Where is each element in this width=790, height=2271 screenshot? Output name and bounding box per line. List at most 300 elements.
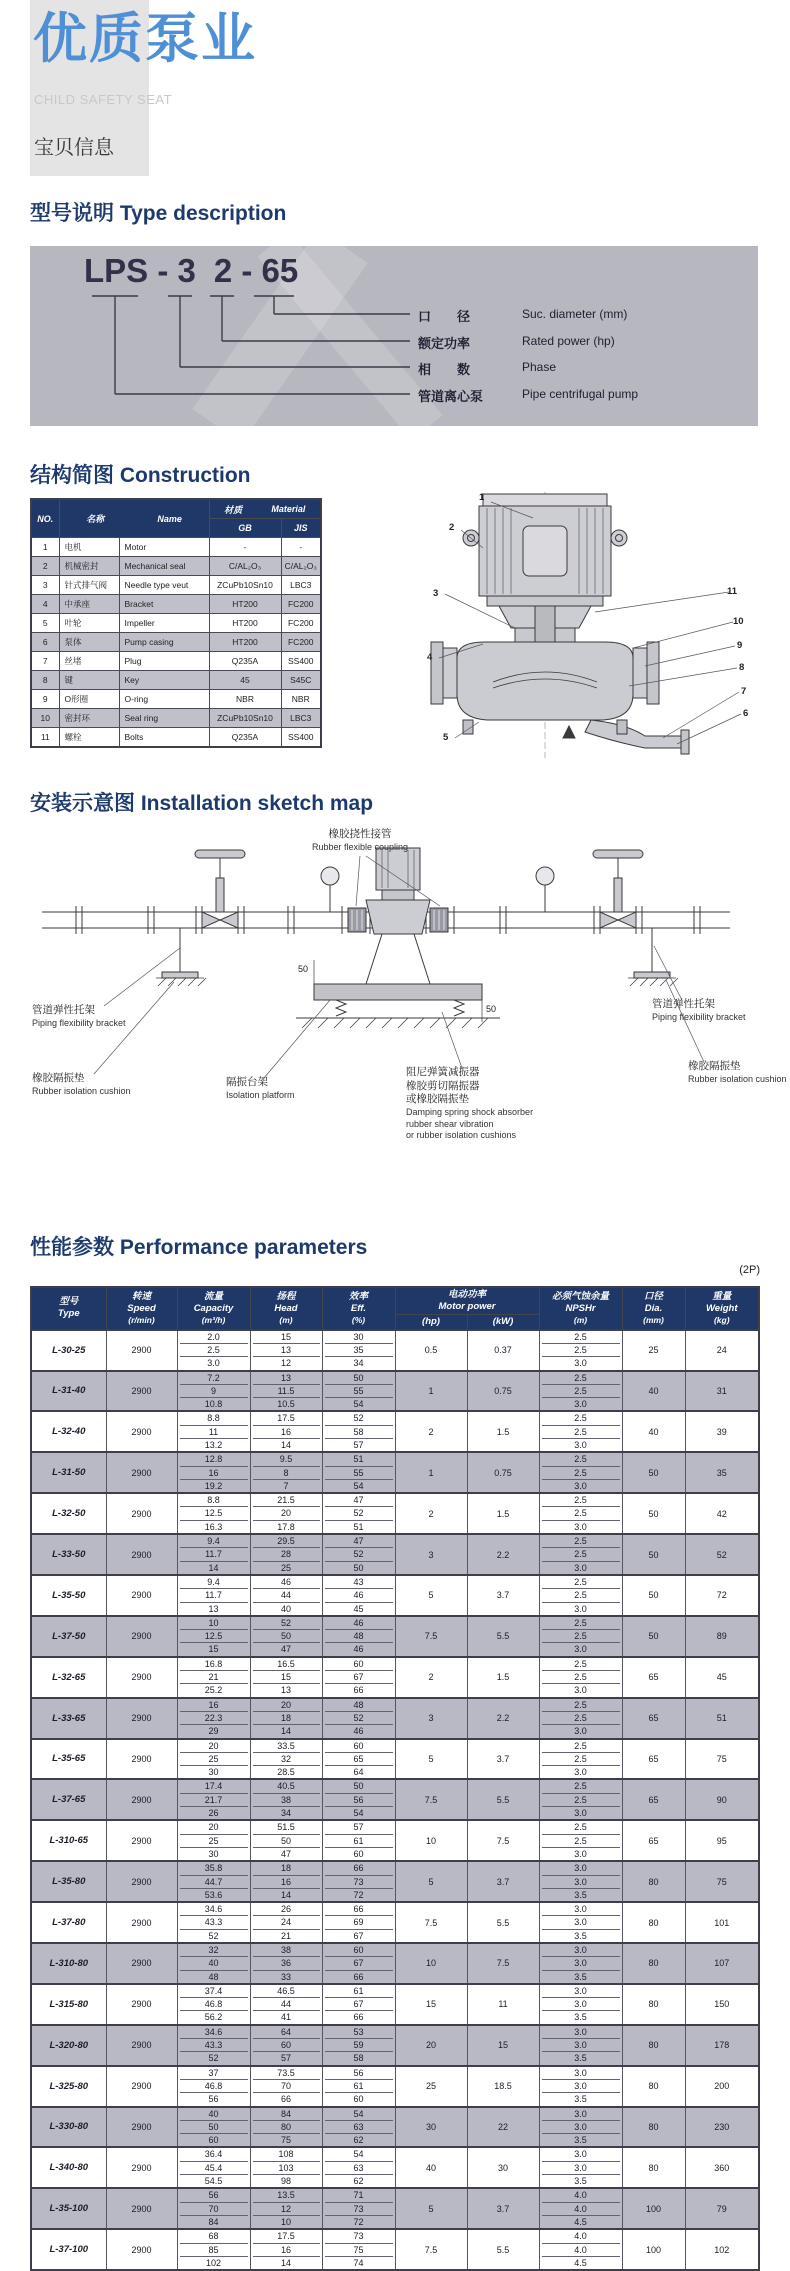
table-cell: 64 60 57: [250, 2025, 322, 2066]
label-en: Piping flexibility bracket: [32, 1017, 126, 1028]
table-cell: L-35-50: [31, 1575, 106, 1616]
table-cell: 22: [467, 2107, 539, 2148]
col-header-material-zh: 材质: [224, 504, 243, 515]
pump-callout: 9: [737, 640, 743, 651]
table-row: [31, 671, 321, 690]
pump-callout: 7: [741, 686, 747, 697]
type-label-pump-en: Pipe centrifugal pump: [522, 387, 639, 401]
table-cell: 9.4 11.7 13: [177, 1575, 250, 1616]
table-cell: L-35-100: [31, 2188, 106, 2229]
table-cell: 4.0 4.0 4.5: [539, 2188, 622, 2229]
table-row: [31, 1739, 759, 1780]
table-cell: C/AL₂O₃: [209, 557, 281, 576]
table-cell: 50: [622, 1616, 685, 1657]
table-cell: 39: [685, 1411, 759, 1452]
label-zh: 管道弹性托架: [32, 1004, 95, 1016]
col-header-kw: (kW): [467, 1314, 539, 1329]
table-cell: 24: [685, 1330, 759, 1371]
table-row: [31, 1984, 759, 2025]
table-cell: S45C: [281, 671, 321, 690]
table-cell: NBR: [281, 690, 321, 709]
table-cell: ZCuPb10Sn10: [209, 709, 281, 728]
table-cell: 29.5 28 25: [250, 1534, 322, 1575]
table-cell: 80: [622, 2107, 685, 2148]
col-header-material: [209, 499, 321, 519]
table-cell: 200: [685, 2066, 759, 2107]
label-zh: 橡胶剪切隔振器: [406, 1079, 480, 1092]
table-cell: Impeller: [119, 614, 209, 633]
table-row: [31, 1575, 759, 1616]
table-cell: 32 40 48: [177, 1943, 250, 1984]
table-cell: 17.5 16 14: [250, 2229, 322, 2270]
table-cell: L-31-40: [31, 1371, 106, 1412]
table-cell: 泵体: [59, 633, 119, 652]
table-cell: 15 13 12: [250, 1330, 322, 1371]
table-cell: 0.5: [395, 1330, 467, 1371]
table-cell: FC200: [281, 633, 321, 652]
table-cell: 7.5: [395, 1902, 467, 1943]
table-cell: 3: [31, 576, 59, 595]
table-cell: L-32-50: [31, 1493, 106, 1534]
table-cell: 20 25 30: [177, 1739, 250, 1780]
table-row: [31, 1902, 759, 1943]
table-cell: L-35-65: [31, 1739, 106, 1780]
table-cell: 2900: [106, 1616, 177, 1657]
col-header-npshr: 必须气蚀余量 NPSHr (m): [539, 1287, 622, 1330]
table-cell: 52 58 57: [322, 1411, 395, 1452]
table-cell: 56 61 60: [322, 2066, 395, 2107]
table-cell: 2900: [106, 1739, 177, 1780]
table-cell: 密封环: [59, 709, 119, 728]
table-cell: 31: [685, 1371, 759, 1412]
table-cell: 7.2 9 10.8: [177, 1371, 250, 1412]
col-header-capacity: 流量 Capacity (m³/h): [177, 1287, 250, 1330]
table-cell: 17.5 16 14: [250, 1411, 322, 1452]
type-label-diameter-en: Suc. diameter (mm): [522, 307, 628, 321]
table-row: [31, 1616, 759, 1657]
table-row: [31, 2107, 759, 2148]
table-cell: 2900: [106, 2066, 177, 2107]
label-damping-absorber: [406, 1066, 533, 1142]
table-cell: 3: [395, 1698, 467, 1739]
pump-callout: 5: [443, 732, 449, 743]
table-cell: 80: [622, 1902, 685, 1943]
table-cell: Q235A: [209, 728, 281, 748]
table-cell: 10: [395, 1820, 467, 1861]
table-cell: L-32-40: [31, 1411, 106, 1452]
table-cell: 2.5 2.5 3.0: [539, 1575, 622, 1616]
table-cell: 2.2: [467, 1698, 539, 1739]
table-cell: 5.5: [467, 1616, 539, 1657]
label-piping-bracket-right: [652, 998, 746, 1023]
table-cell: 2: [395, 1657, 467, 1698]
table-row: [31, 614, 321, 633]
section-heading-performance: 性能参数 Performance parameters: [30, 1236, 368, 1259]
table-cell: Bracket: [119, 595, 209, 614]
table-cell: 65: [622, 1779, 685, 1820]
table-cell: 2900: [106, 1902, 177, 1943]
table-cell: 2.5 2.5 3.0: [539, 1820, 622, 1861]
label-en: Rubber isolation cushion: [32, 1085, 131, 1096]
table-cell: 40 50 60: [177, 2107, 250, 2148]
table-cell: 5.5: [467, 1779, 539, 1820]
table-cell: 48 52 46: [322, 1698, 395, 1739]
table-cell: 26 24 21: [250, 1902, 322, 1943]
table-cell: 21.5 20 17.8: [250, 1493, 322, 1534]
table-cell: 2900: [106, 1411, 177, 1452]
table-cell: 56 70 84: [177, 2188, 250, 2229]
table-cell: Q235A: [209, 652, 281, 671]
table-cell: HT200: [209, 595, 281, 614]
table-cell: 7.5: [395, 2229, 467, 2270]
table-row: [31, 576, 321, 595]
table-cell: 71 73 72: [322, 2188, 395, 2229]
table-cell: 13.5 12 10: [250, 2188, 322, 2229]
table-cell: Bolts: [119, 728, 209, 748]
table-cell: 16.8 21 25.2: [177, 1657, 250, 1698]
col-header-speed: 转速 Speed (r/min): [106, 1287, 177, 1330]
table-cell: 80: [622, 1943, 685, 1984]
table-cell: 11: [467, 1984, 539, 2025]
type-label-phase-zh: 相 数: [418, 362, 471, 377]
table-row: [31, 1779, 759, 1820]
table-cell: 20 25 30: [177, 1820, 250, 1861]
label-en: Isolation platform: [226, 1089, 295, 1100]
table-cell: 46 48 46: [322, 1616, 395, 1657]
table-cell: 6: [31, 633, 59, 652]
col-header-motor-power: 电动功率 Motor power: [395, 1287, 539, 1314]
table-cell: 107: [685, 1943, 759, 1984]
table-cell: 65: [622, 1657, 685, 1698]
table-cell: 61 67 66: [322, 1984, 395, 2025]
baby-info-label: 宝贝信息: [34, 137, 114, 159]
col-header-eff: 效率 Eff. (%): [322, 1287, 395, 1330]
table-row: [31, 2147, 759, 2188]
table-cell: 18 16 14: [250, 1861, 322, 1902]
pump-callout: 4: [427, 652, 433, 663]
table-cell: 101: [685, 1902, 759, 1943]
type-label-power-en: Rated power (hp): [522, 334, 615, 348]
table-cell: 80: [622, 2147, 685, 2188]
label-zh: 管道弹性托架: [652, 998, 715, 1010]
table-cell: 50: [622, 1493, 685, 1534]
table-cell: 50: [622, 1452, 685, 1493]
table-cell: 18.5: [467, 2066, 539, 2107]
table-cell: L-31-50: [31, 1452, 106, 1493]
table-cell: 8.8 11 13.2: [177, 1411, 250, 1452]
table-cell: 51.5 50 47: [250, 1820, 322, 1861]
table-cell: 79: [685, 2188, 759, 2229]
table-cell: 30: [395, 2107, 467, 2148]
table-cell: 2900: [106, 1779, 177, 1820]
table-cell: L-340-80: [31, 2147, 106, 2188]
table-cell: LBC3: [281, 576, 321, 595]
table-cell: 2900: [106, 1698, 177, 1739]
model-code-left: LPS - 3: [84, 252, 196, 289]
table-row: [31, 2066, 759, 2107]
table-cell: 30: [467, 2147, 539, 2188]
table-cell: 80: [622, 2025, 685, 2066]
table-row: [31, 1371, 759, 1412]
table-cell: 45: [685, 1657, 759, 1698]
table-cell: 2.5 2.5 3.0: [539, 1616, 622, 1657]
table-cell: 1: [395, 1452, 467, 1493]
table-cell: 2.5 2.5 3.0: [539, 1411, 622, 1452]
table-cell: 37 46.8 56: [177, 2066, 250, 2107]
label-zh: 橡胶挠性接管: [328, 828, 392, 840]
table-cell: 2: [395, 1493, 467, 1534]
table-cell: L-330-80: [31, 2107, 106, 2148]
table-cell: 72: [685, 1575, 759, 1616]
table-cell: 10 12.5 15: [177, 1616, 250, 1657]
table-cell: 34.6 43.3 52: [177, 1902, 250, 1943]
table-cell: 100: [622, 2229, 685, 2270]
table-cell: 2.5 2.5 3.0: [539, 1698, 622, 1739]
table-cell: 9.5 8 7: [250, 1452, 322, 1493]
table-cell: Seal ring: [119, 709, 209, 728]
table-row: [31, 709, 321, 728]
table-cell: 8.8 12.5 16.3: [177, 1493, 250, 1534]
table-cell: 84 80 75: [250, 2107, 322, 2148]
table-cell: 40: [622, 1371, 685, 1412]
table-cell: 40: [395, 2147, 467, 2188]
table-cell: 230: [685, 2107, 759, 2148]
label-zh: 隔振台架: [226, 1076, 268, 1088]
col-header-type: 型号 Type: [31, 1287, 106, 1330]
table-cell: 2.5 2.5 3.0: [539, 1657, 622, 1698]
col-header-dia: 口径 Dia. (mm): [622, 1287, 685, 1330]
table-cell: 2.2: [467, 1534, 539, 1575]
table-cell: 2900: [106, 1820, 177, 1861]
table-row: [31, 1493, 759, 1534]
table-cell: 43 46 45: [322, 1575, 395, 1616]
table-row: [31, 557, 321, 576]
col-header-name-zh: 名称: [86, 514, 105, 524]
table-row: [31, 595, 321, 614]
table-cell: L-30-25: [31, 1330, 106, 1371]
table-cell: 7.5: [395, 1779, 467, 1820]
table-cell: 51: [685, 1698, 759, 1739]
table-cell: 8: [31, 671, 59, 690]
table-cell: 60 65 64: [322, 1739, 395, 1780]
table-cell: 73 75 74: [322, 2229, 395, 2270]
table-row: [31, 1534, 759, 1575]
table-cell: 30 35 34: [322, 1330, 395, 1371]
table-cell: 2900: [106, 2147, 177, 2188]
table-row: [31, 1698, 759, 1739]
col-header-gb: GB: [209, 519, 281, 538]
model-code-right: 2 - 65: [213, 252, 299, 289]
table-cell: 15: [395, 1984, 467, 2025]
table-cell: L-310-65: [31, 1820, 106, 1861]
performance-table-header: [31, 1287, 759, 1330]
table-cell: 9.4 11.7 14: [177, 1534, 250, 1575]
table-cell: 25: [395, 2066, 467, 2107]
installation-diagram: [30, 826, 787, 1230]
table-cell: 2.5 2.5 3.0: [539, 1493, 622, 1534]
table-cell: 2.5 2.5 3.0: [539, 1452, 622, 1493]
table-cell: 3: [395, 1534, 467, 1575]
table-cell: LBC3: [281, 709, 321, 728]
table-cell: 178: [685, 2025, 759, 2066]
section-heading-construction: 结构简图 Construction: [30, 464, 251, 487]
table-cell: 5: [395, 2188, 467, 2229]
table-cell: 9: [31, 690, 59, 709]
table-cell: 4.0 4.0 4.5: [539, 2229, 622, 2270]
table-cell: 95: [685, 1820, 759, 1861]
table-row: [31, 1411, 759, 1452]
table-row: [31, 1820, 759, 1861]
table-cell: C/AL₂O₃: [281, 557, 321, 576]
label-rubber-cushion-right: [688, 1060, 787, 1085]
table-cell: 75: [685, 1861, 759, 1902]
construction-table: [30, 498, 322, 748]
table-cell: L-33-50: [31, 1534, 106, 1575]
dimension-50-lower: 50: [486, 1004, 497, 1014]
table-cell: 40: [622, 1411, 685, 1452]
col-header-no: NO.: [31, 499, 59, 538]
table-cell: 7: [31, 652, 59, 671]
table-cell: HT200: [209, 633, 281, 652]
table-cell: 2900: [106, 1861, 177, 1902]
table-cell: 40.5 38 34: [250, 1779, 322, 1820]
table-cell: 2900: [106, 2188, 177, 2229]
label-piping-bracket-left: [32, 1004, 126, 1029]
table-cell: 2900: [106, 2025, 177, 2066]
label-en: Rubber flexible coupling: [311, 841, 409, 852]
section-heading-installation: 安装示意图 Installation sketch map: [30, 792, 374, 815]
table-cell: 16 22.3 29: [177, 1698, 250, 1739]
table-cell: L-310-80: [31, 1943, 106, 1984]
table-cell: 10: [31, 709, 59, 728]
table-cell: 50: [622, 1534, 685, 1575]
table-cell: L-37-80: [31, 1902, 106, 1943]
table-cell: 35: [685, 1452, 759, 1493]
table-cell: 7.5: [467, 1820, 539, 1861]
table-cell: Needle type veut: [119, 576, 209, 595]
table-cell: 5: [395, 1575, 467, 1616]
label-zh: 橡胶隔振垫: [688, 1060, 741, 1072]
table-cell: 47 52 50: [322, 1534, 395, 1575]
table-row: [31, 2188, 759, 2229]
table-cell: 3.7: [467, 2188, 539, 2229]
table-cell: 360: [685, 2147, 759, 2188]
table-cell: L-37-50: [31, 1616, 106, 1657]
table-cell: 2.5 2.5 3.0: [539, 1330, 622, 1371]
type-label-diameter-zh: 口 径: [418, 309, 471, 324]
table-cell: Pump casing: [119, 633, 209, 652]
table-cell: FC200: [281, 595, 321, 614]
table-cell: 机械密封: [59, 557, 119, 576]
table-cell: 47 52 51: [322, 1493, 395, 1534]
table-cell: 3.0 3.0 3.5: [539, 2025, 622, 2066]
col-header-material-en: Material: [271, 504, 306, 514]
table-cell: 5.5: [467, 2229, 539, 2270]
table-cell: 53 59 58: [322, 2025, 395, 2066]
table-row: [31, 1657, 759, 1698]
table-cell: L-325-80: [31, 2066, 106, 2107]
table-cell: FC200: [281, 614, 321, 633]
col-header-name: [59, 499, 209, 538]
table-cell: 52: [685, 1534, 759, 1575]
table-cell: 1: [395, 1371, 467, 1412]
table-cell: O-ring: [119, 690, 209, 709]
table-cell: 5: [395, 1861, 467, 1902]
table-cell: 3.0 3.0 3.5: [539, 2107, 622, 2148]
table-cell: 3.0 3.0 3.5: [539, 1902, 622, 1943]
table-cell: 13 11.5 10.5: [250, 1371, 322, 1412]
pump-callout: 6: [743, 708, 749, 719]
type-label-power-zh: 额定功率: [418, 336, 471, 351]
table-cell: 17.4 21.7 26: [177, 1779, 250, 1820]
table-cell: 75: [685, 1739, 759, 1780]
col-header-hp: (hp): [395, 1314, 467, 1329]
table-cell: 2900: [106, 1657, 177, 1698]
section-heading-type-description: 型号说明 Type description: [30, 202, 287, 225]
table-cell: 35.8 44.7 53.6: [177, 1861, 250, 1902]
table-cell: L-37-65: [31, 1779, 106, 1820]
table-row: [31, 1861, 759, 1902]
table-cell: 2900: [106, 1330, 177, 1371]
label-zh: 或橡胶隔振垫: [406, 1093, 469, 1106]
label-rubber-flexible-coupling: [280, 828, 440, 853]
table-cell: 80: [622, 2066, 685, 2107]
table-cell: 65: [622, 1739, 685, 1780]
table-cell: 5: [395, 1739, 467, 1780]
table-cell: HT200: [209, 614, 281, 633]
table-cell: 4: [31, 595, 59, 614]
table-row: [31, 728, 321, 748]
table-cell: 1.5: [467, 1411, 539, 1452]
table-cell: 2.5 2.5 3.0: [539, 1779, 622, 1820]
table-cell: 51 55 54: [322, 1452, 395, 1493]
type-label-phase-en: Phase: [522, 360, 557, 374]
construction-table-body: [31, 538, 321, 748]
table-cell: 3.0 3.0 3.5: [539, 1943, 622, 1984]
table-cell: 2900: [106, 1493, 177, 1534]
table-cell: 73.5 70 66: [250, 2066, 322, 2107]
table-cell: 2.5 2.5 3.0: [539, 1739, 622, 1780]
table-cell: 叶轮: [59, 614, 119, 633]
table-cell: SS400: [281, 728, 321, 748]
table-cell: 0.37: [467, 1330, 539, 1371]
table-cell: 36.4 45.4 54.5: [177, 2147, 250, 2188]
table-cell: 3.7: [467, 1739, 539, 1780]
table-cell: 1.5: [467, 1493, 539, 1534]
table-cell: 3.0 3.0 3.5: [539, 1984, 622, 2025]
table-cell: -: [209, 538, 281, 557]
col-header-jis: JIS: [281, 519, 321, 538]
table-cell: 2: [31, 557, 59, 576]
table-cell: 2.5 2.5 3.0: [539, 1371, 622, 1412]
table-cell: 2900: [106, 1575, 177, 1616]
table-cell: 丝堵: [59, 652, 119, 671]
table-cell: 42: [685, 1493, 759, 1534]
table-cell: 50 55 54: [322, 1371, 395, 1412]
table-cell: 54 63 62: [322, 2107, 395, 2148]
table-cell: 20: [395, 2025, 467, 2066]
table-cell: 52 50 47: [250, 1616, 322, 1657]
table-row: [31, 1330, 759, 1371]
pump-diagram-drawing: [333, 490, 760, 762]
table-cell: 89: [685, 1616, 759, 1657]
table-cell: 90: [685, 1779, 759, 1820]
type-label-pump-zh: 管道离心泵: [418, 389, 484, 404]
table-cell: 150: [685, 1984, 759, 2025]
table-cell: 20 18 14: [250, 1698, 322, 1739]
label-en: rubber shear vibration: [406, 1118, 494, 1129]
label-isolation-platform: [226, 1076, 295, 1101]
